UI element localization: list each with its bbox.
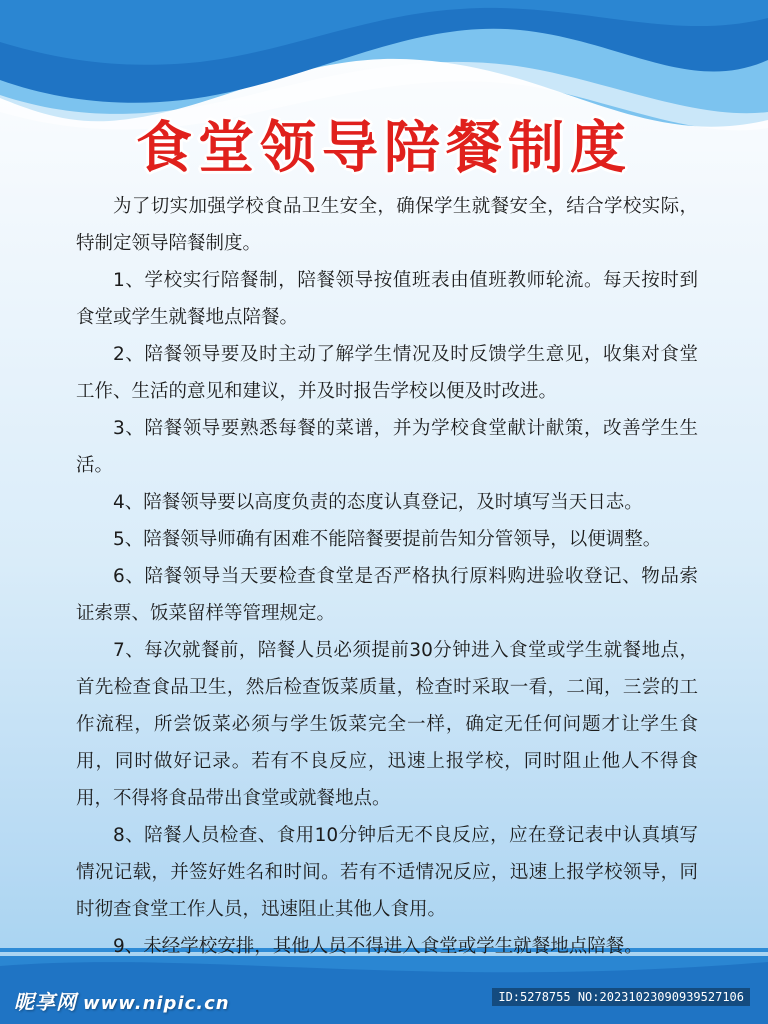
rule-item-5: 5、陪餐领导师确有困难不能陪餐要提前告知分管领导，以便调整。 — [113, 529, 662, 550]
watermark-url: www.nipic.cn — [83, 993, 230, 1014]
page-title: 食堂领导陪餐制度 — [136, 116, 632, 181]
regulation-content — [76, 188, 698, 965]
rule-item-1: 1、学校实行陪餐制，陪餐领导按值班表由值班教师轮流。每天按时到食堂或学生就餐地点陪餐。 — [76, 270, 698, 328]
watermark-logo — [14, 986, 230, 1015]
intro-paragraph: 为了切实加强学校食品卫生安全，确保学生就餐安全，结合学校实际，特制定领导陪餐制度。 — [76, 196, 698, 254]
rule-item-8: 8、陪餐人员检查、食用10分钟后无不良反应，应在登记表中认真填写情况记载，并签好姓名和时间。若有不适情况反应，迅速上报学校领导，同时彻查食堂工作人员，迅速阻止其他人食用。 — [76, 825, 698, 920]
rule-item-2: 2、陪餐领导要及时主动了解学生情况及时反馈学生意见，收集对食堂工作、生活的意见和建议，并及时报告学校以便及时改进。 — [76, 344, 698, 402]
rule-item-7: 7、每次就餐前，陪餐人员必须提前30分钟进入食堂或学生就餐地点，首先检查食品卫生，然后检查饭菜质量，检查时采取一看，二闻，三尝的工作流程，所尝饭菜必须与学生饭菜完全一样，确定无任何问题才让学生食用，同时做好记录。若有不良反应，迅速上报学校，同时阻止他人不得食用，不得将食品带出食堂或就餐地点。 — [76, 640, 698, 809]
rule-item-3: 3、陪餐领导要熟悉每餐的菜谱，并为学校食堂献计献策，改善学生生活。 — [76, 418, 698, 476]
watermark-logo-text: 昵享网 — [14, 990, 77, 1014]
rule-item-9: 9、未经学校安排，其他人员不得进入食堂或学生就餐地点陪餐。 — [113, 936, 643, 957]
rule-item-6: 6、陪餐领导当天要检查食堂是否严格执行原料购进验收登记、物品索证索票、饭菜留样等管理规定。 — [76, 566, 698, 624]
rule-item-4: 4、陪餐领导要以高度负责的态度认真登记，及时填写当天日志。 — [113, 492, 643, 513]
watermark-id: ID:5278755 NO:20231023090939527106 — [492, 988, 750, 1006]
